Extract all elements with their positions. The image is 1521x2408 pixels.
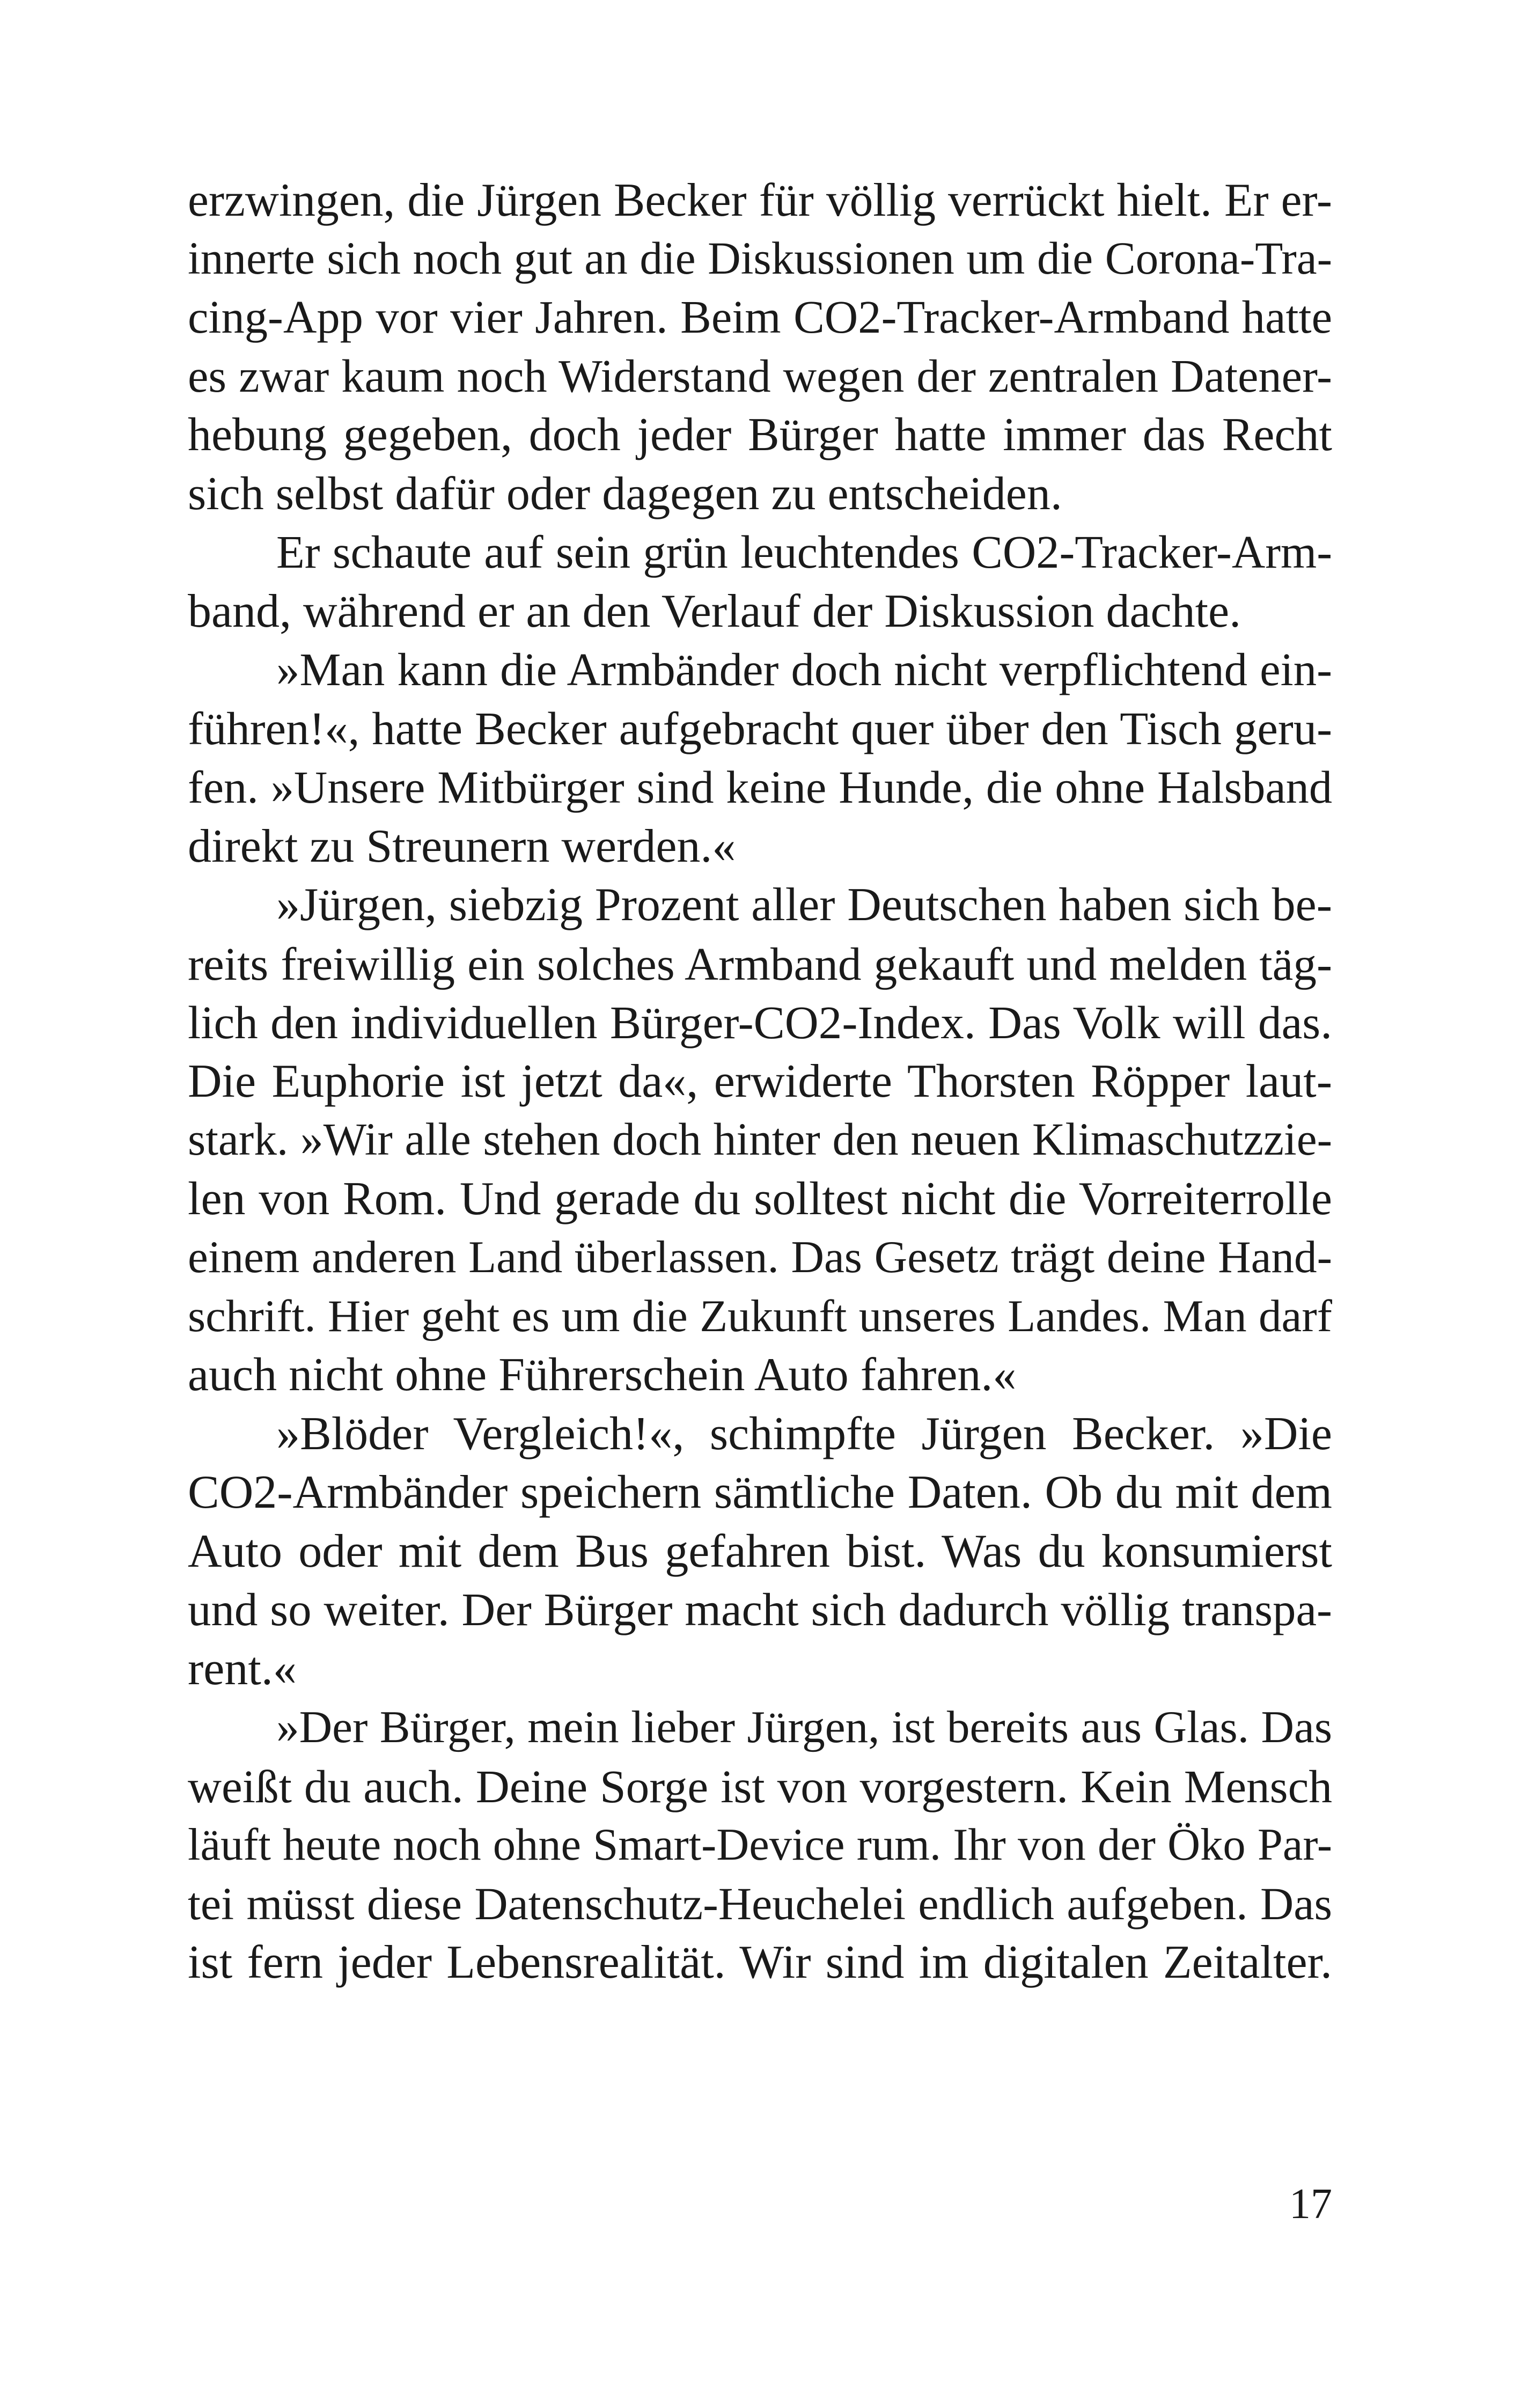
- text-line: einem anderen Land überlassen. Das Gesetz trägt deine Hand-: [188, 1232, 1332, 1282]
- text-line: »Man kann die Armbänder doch nicht verpflichtend ein-: [276, 644, 1332, 695]
- text-line: ist fern jeder Lebensrealität. Wir sind im digitalen Zeitalter.: [188, 1936, 1332, 1988]
- text-line: »Der Bürger, mein lieber Jürgen, ist bereits aus Glas. Das: [276, 1702, 1332, 1752]
- text-line: reits freiwillig ein solches Armband gekauft und melden täg-: [188, 937, 1332, 990]
- text-line: len von Rom. Und gerade du solltest nicht die Vorreiterrolle: [188, 1172, 1332, 1225]
- text-line: hebung gegeben, doch jeder Bürger hatte immer das Recht: [188, 409, 1332, 461]
- text-line: Die Euphorie ist jetzt da«, erwiderte Thorsten Röpper laut-: [188, 1055, 1332, 1107]
- text-line: »Blöder Vergleich!«, schimpfte Jürgen Becker. »Die: [276, 1407, 1332, 1460]
- text-line: innerte sich noch gut an die Diskussionen um die Corona-Tra-: [188, 233, 1332, 284]
- text-line: stark. »Wir alle stehen doch hinter den neuen Klimaschutzzie-: [188, 1114, 1332, 1165]
- text-line: erzwingen, die Jürgen Becker für völlig verrückt hielt. Er er-: [188, 174, 1332, 226]
- text-line: Auto oder mit dem Bus gefahren bist. Was du konsumierst: [188, 1525, 1332, 1577]
- text-line: band, während er an den Verlauf der Diskussion dachte.: [188, 585, 1241, 637]
- text-line: lich den individuellen Bürger-CO2-Index. Das Volk will das.: [188, 996, 1332, 1048]
- text-line: auch nicht ohne Führerschein Auto fahren.«: [188, 1349, 1017, 1401]
- text-line: führen!«, hatte Becker aufgebracht quer über den Tisch geru-: [188, 702, 1332, 754]
- text-line: läuft heute noch ohne Smart-Device rum. Ihr von der Öko Par-: [188, 1820, 1332, 1870]
- text-line: cing-App vor vier Jahren. Beim CO2-Tracker-Armband hatte: [188, 291, 1332, 343]
- text-line: fen. »Unsere Mitbürger sind keine Hunde, die ohne Halsband: [188, 761, 1332, 813]
- text-line: CO2-Armbänder speichern sämtliche Daten. Ob du mit dem: [188, 1466, 1332, 1518]
- text-line: »Jürgen, siebzig Prozent aller Deutschen haben sich be-: [276, 879, 1332, 931]
- text-line: direkt zu Streunern werden.«: [188, 820, 736, 872]
- text-line: und so weiter. Der Bürger macht sich dadurch völlig transpa-: [188, 1584, 1332, 1635]
- text-line: tei müsst diese Datenschutz-Heuchelei endlich aufgeben. Das: [188, 1877, 1332, 1929]
- text-line: sich selbst dafür oder dagegen zu entscheiden.: [188, 467, 1062, 520]
- text-line: Er schaute auf sein grün leuchtendes CO2-Tracker-Arm-: [276, 526, 1332, 578]
- text-line: schrift. Hier geht es um die Zukunft unseres Landes. Man darf: [188, 1290, 1332, 1341]
- body-text: [188, 171, 1332, 1992]
- text-line: weißt du auch. Deine Sorge ist von vorgestern. Kein Mensch: [188, 1760, 1332, 1812]
- text-line: es zwar kaum noch Widerstand wegen der zentralen Datener-: [188, 350, 1332, 402]
- text-line: rent.«: [188, 1642, 297, 1695]
- page-number: 17: [1289, 2181, 1332, 2228]
